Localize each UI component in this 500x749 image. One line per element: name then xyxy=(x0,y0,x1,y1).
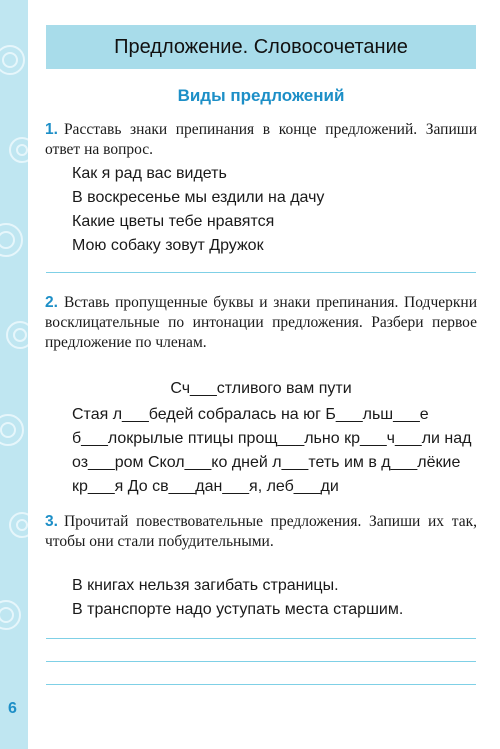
answer-line[interactable] xyxy=(46,638,476,639)
task-1-sentence: Как я рад вас видеть xyxy=(72,165,227,182)
chapter-title-band xyxy=(46,25,476,69)
task-1-sentence: Мою собаку зовут Дружок xyxy=(72,237,264,254)
task-3-sentence: В книгах нельзя загибать страницы. xyxy=(72,577,339,594)
decorative-sidebar xyxy=(0,0,28,749)
task-1-instruction xyxy=(45,120,477,160)
task-1-number: 1. xyxy=(45,121,58,138)
task-3-number: 3. xyxy=(45,513,58,530)
task-2-line: оз___ром Скол___ко дней л___теть им в д___лёкие xyxy=(72,454,461,471)
answer-line[interactable] xyxy=(46,661,476,662)
task-2-line: Стая л___бедей собралась на юг Б___льш___е xyxy=(72,406,429,423)
task-2-instruction xyxy=(45,293,477,353)
task-2-number: 2. xyxy=(45,294,58,311)
task-1-sentence: В воскресенье мы ездили на дачу xyxy=(72,189,325,206)
answer-line[interactable] xyxy=(46,272,476,273)
page-number: 6 xyxy=(8,700,17,717)
answer-line[interactable] xyxy=(46,684,476,685)
task-2-line: б___локрылые птицы прощ___льно кр___ч___ли над xyxy=(72,430,472,447)
task-2-line: кр___я До св___дан___я, леб___ди xyxy=(72,478,339,495)
task-3-instruction xyxy=(45,512,477,552)
task-1-text: Расставь знаки препинания в конце предложений. Запиши ответ на вопрос. xyxy=(45,121,477,158)
task-3-text: Прочитай повествовательные предложения. Запиши их так, чтобы они стали побудительными. xyxy=(45,513,477,550)
task-2-text: Вставь пропущенные буквы и знаки препинания. Подчеркни восклицательные по интонации предложения. Разбери первое предложение по членам. xyxy=(45,294,477,351)
task-1-sentence: Какие цветы тебе нравятся xyxy=(72,213,275,230)
task-3-sentence: В транспорте надо уступать места старшим. xyxy=(72,601,404,618)
swirl-pattern-icon xyxy=(0,0,28,749)
task-2-heading: Сч___стливого вам пути xyxy=(170,380,352,397)
section-subtitle: Виды предложений xyxy=(177,86,345,105)
chapter-title: Предложение. Словосочетание xyxy=(114,35,408,58)
